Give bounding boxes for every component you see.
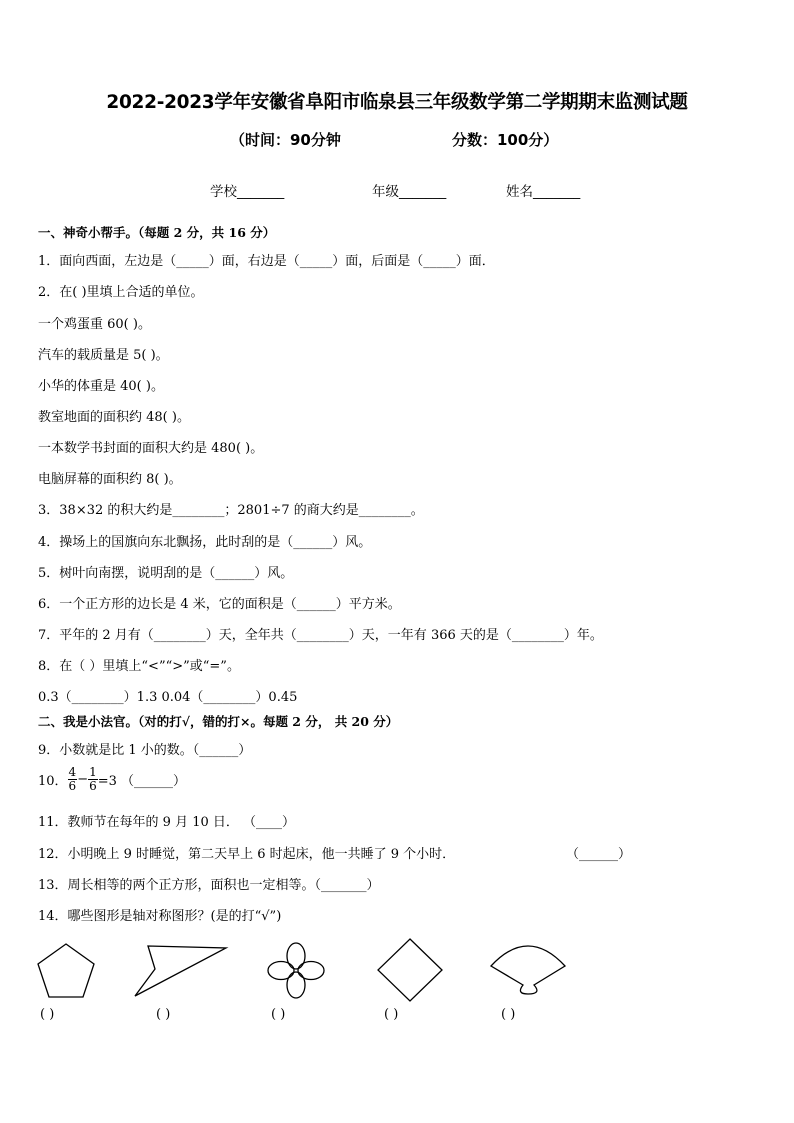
fraction bbox=[88, 766, 98, 793]
fraction bbox=[68, 766, 78, 793]
question-10 bbox=[38, 766, 186, 793]
question-2-item: 电脑屏幕的面积约 8( )。 bbox=[38, 472, 182, 487]
answer-blank[interactable]: ( ) bbox=[384, 1007, 399, 1022]
question-10-number: 10． bbox=[38, 774, 68, 789]
question-2-item: 一本数学书封面的面积大约是 480( )。 bbox=[38, 441, 264, 456]
question-8: 8．在（ ）里填上“<”“>”或“=”。 bbox=[38, 659, 240, 674]
question-1: 1．面向西面，左边是（_____）面，右边是（_____）面，后面是（_____）面． bbox=[38, 254, 495, 269]
grade-field: 年级_______ bbox=[372, 184, 447, 200]
answer-blank[interactable]: ( ) bbox=[271, 1007, 286, 1022]
question-9: 9．小数就是比 1 小的数。（______） bbox=[38, 743, 252, 758]
question-12-blank: （______） bbox=[566, 847, 632, 862]
question-13: 13．周长相等的两个正方形，面积也一定相等。（_______） bbox=[38, 878, 380, 893]
fan-icon bbox=[488, 936, 568, 1000]
fraction-numerator: 1 bbox=[89, 765, 97, 779]
answer-blank[interactable]: ( ) bbox=[501, 1007, 516, 1022]
question-2: 2．在( )里填上合适的单位。 bbox=[38, 285, 204, 300]
four-leaf-icon bbox=[264, 941, 330, 1001]
section2-heading: 二、我是小法官。（对的打√，错的打×。每题 2 分， 共 20 分） bbox=[38, 714, 399, 729]
question-10-tail: =3 （______） bbox=[97, 774, 187, 789]
question-3: 3．38×32 的积大约是________；2801÷7 的商大约是________。 bbox=[38, 503, 424, 518]
question-4: 4．操场上的国旗向东北飘扬，此时刮的是（______）风。 bbox=[38, 535, 372, 550]
question-6: 6．一个正方形的边长是 4 米，它的面积是（______）平方米。 bbox=[38, 597, 401, 612]
fraction-denominator: 6 bbox=[68, 779, 77, 793]
question-5: 5．树叶向南摆，说明刮的是（______）风。 bbox=[38, 566, 294, 581]
page-title: 2022-2023学年安徽省阜阳市临泉县三年级数学第二学期期末监测试题 bbox=[106, 92, 688, 113]
school-field: 学校_______ bbox=[210, 184, 285, 200]
question-12: 12．小明晚上 9 时睡觉，第二天早上 6 时起床，他一共睡了 9 个小时． bbox=[38, 847, 456, 862]
question-8-items: 0.3（________）1.3 0.04（________）0.45 bbox=[38, 690, 298, 705]
section1-heading: 一、神奇小帮手。（每题 2 分，共 16 分） bbox=[38, 225, 276, 240]
question-2-item: 汽车的载质量是 5( )。 bbox=[38, 348, 169, 363]
triangle-icon bbox=[133, 944, 229, 1000]
exam-time: （时间：90分钟 bbox=[230, 131, 341, 149]
question-11: 11．教师节在每年的 9 月 10 日． （____） bbox=[38, 815, 296, 830]
exam-score: 分数：100分） bbox=[452, 131, 559, 149]
question-2-item: 教室地面的面积约 48( )。 bbox=[38, 410, 190, 425]
question-2-item: 小华的体重是 40( )。 bbox=[38, 379, 164, 394]
minus-sign: − bbox=[77, 772, 89, 787]
fraction-denominator: 6 bbox=[89, 779, 97, 793]
answer-blank[interactable]: ( ) bbox=[156, 1007, 171, 1022]
name-field: 姓名_______ bbox=[506, 184, 581, 200]
fraction-numerator: 4 bbox=[68, 765, 77, 779]
diamond-icon bbox=[375, 937, 445, 1003]
question-14: 14．哪些图形是轴对称图形？(是的打“√”) bbox=[38, 909, 282, 924]
pentagon-icon bbox=[36, 942, 96, 1000]
question-2-item: 一个鸡蛋重 60( )。 bbox=[38, 317, 151, 332]
question-7: 7．平年的 2 月有（________）天，全年共（________）天，一年有 366 天的是（________）年。 bbox=[38, 628, 603, 643]
answer-blank[interactable]: ( ) bbox=[40, 1007, 55, 1022]
